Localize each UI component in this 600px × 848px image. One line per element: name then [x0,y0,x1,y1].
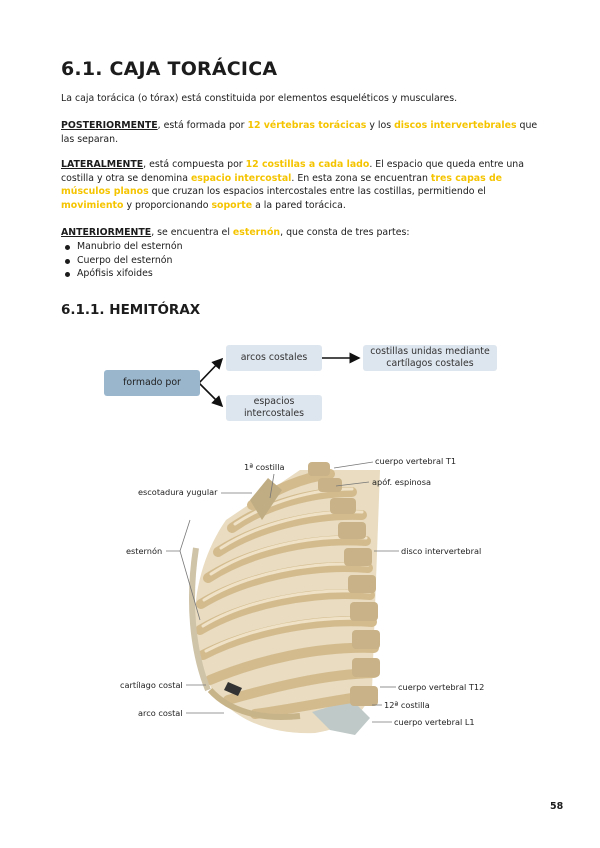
highlight-vertebrae: 12 vértebras torácicas [247,120,367,131]
list-item: Cuerpo del esternón [61,254,183,268]
page-title: 6.1. CAJA TORÁCICA [61,58,278,80]
label-rib12: 12ª costilla [384,700,430,710]
label-t12: cuerpo vertebral T12 [398,682,485,692]
highlight-sternum: esternón [232,227,281,238]
highlight-discs: discos intervertebrales [394,120,517,131]
diagram-node-espacios: espacios intercostales [226,395,322,421]
label-sternum: esternón [126,546,163,556]
diagram-node-costillas: costillas unidas mediante cartílagos costales [363,345,497,371]
anterior-text-2: , que consta de tres partes: [280,227,410,238]
anterior-text-1: , se encuentra el [151,227,233,238]
diagram-node-arcos: arcos costales [226,345,322,371]
posterior-text-1: , está formada por [157,120,248,131]
highlight-movement: movimiento [61,199,124,211]
diagram-node-root: formado por [104,370,200,396]
posterior-label: POSTERIORMENTE [61,120,158,131]
lateral-text-5: y proporcionando [123,199,212,211]
highlight-intercostal-space: espacio intercostal [190,172,292,184]
highlight-support: soporte [211,199,253,211]
label-jugular: escotadura yugular [138,487,218,497]
lateral-label: LATERALMENTE [61,159,144,170]
section-subtitle: 6.1.1. HEMITÓRAX [61,302,201,318]
page-number: 58 [550,801,564,812]
label-l1: cuerpo vertebral L1 [394,717,475,727]
lateral-text-4: que cruzan los espacios intercostales entre las costillas, permitiendo el [148,186,486,198]
lateral-text-1: , está compuesta por [143,159,246,170]
lateral-text-6: a la pared torácica. [252,199,346,211]
rib-cage-figure [192,462,380,735]
label-rib1: 1ª costilla [244,462,285,472]
lateral-text-2: . El espacio que queda entre una costilla y otra se denomina [61,159,524,184]
intro-paragraph: La caja torácica (o tórax) está constituida por elementos esqueléticos y musculares. [61,93,458,104]
label-spinous: apóf. espinosa [372,477,431,487]
callout-t1 [334,462,373,468]
anterior-label: ANTERIORMENTE [61,227,152,238]
posterior-text-3: que las separan. [61,120,538,145]
highlight-ribs: 12 costillas a cada lado [245,159,370,170]
highlight-muscles: tres capas de músculos planos [61,172,503,198]
posterior-text-2: y los [366,120,395,131]
list-item: Apófisis xifoides [61,267,183,281]
label-disc: disco intervertebral [401,546,482,556]
list-item: Manubrio del esternón [61,240,183,254]
label-t1: cuerpo vertebral T1 [375,456,457,466]
label-costal-arch: arco costal [138,708,183,718]
label-costal-cartilage: cartílago costal [120,680,183,690]
lateral-text-3: . En esta zona se encuentran [291,172,431,184]
